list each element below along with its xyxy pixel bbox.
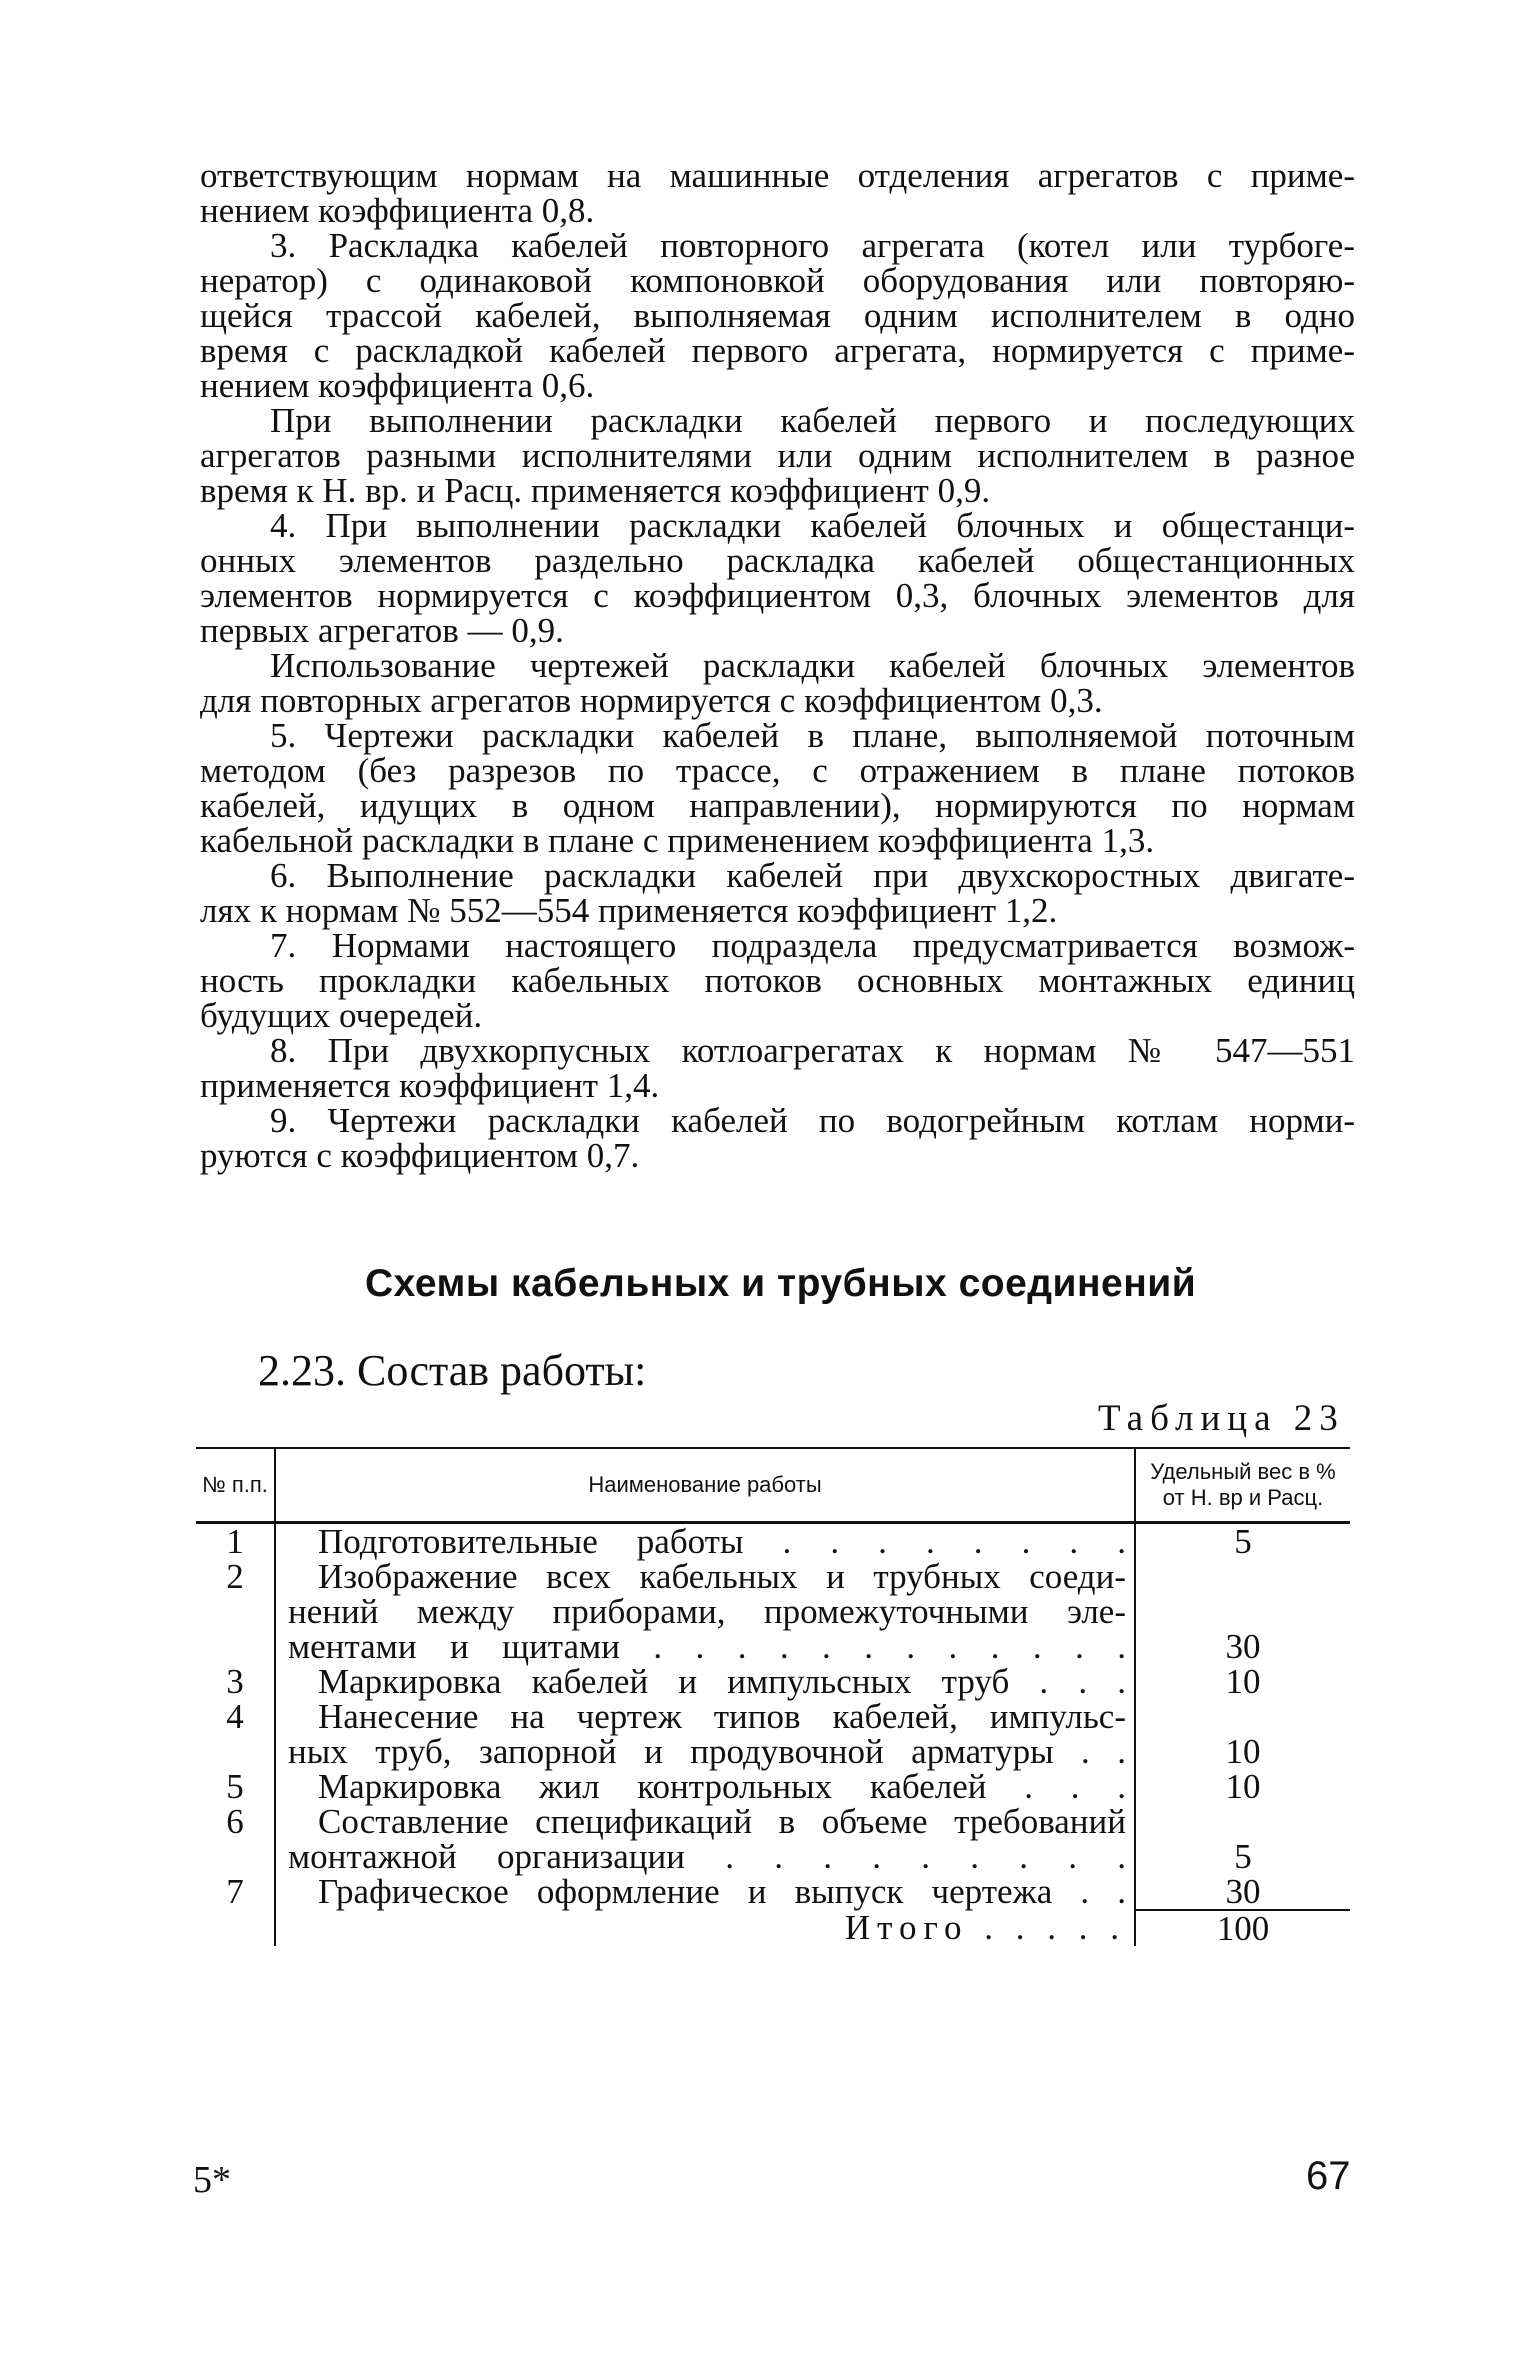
table-row	[196, 1874, 1350, 1910]
text-line: 5. Чертежи раскладки кабелей в плане, выполняемой поточным	[270, 716, 1355, 755]
work-name-line: ных труб, запорной и продувочной арматуры . .	[288, 1732, 1126, 1771]
work-name-line: нений между приборами, промежуточными эле-	[288, 1592, 1126, 1631]
text-line: 6. Выполнение раскладки кабелей при двухскоростных двигате-	[270, 856, 1355, 895]
body-text	[200, 158, 1355, 1173]
paragraph	[200, 403, 1355, 508]
text-line: кабелей, идущих в одном направлении), нормируются по нормам	[200, 786, 1355, 825]
row-number: 6	[196, 1804, 275, 1874]
text-line: первых агрегатов — 0,9.	[200, 611, 564, 650]
text-line: время с раскладкой кабелей первого агрегата, нормируется с приме-	[200, 331, 1355, 370]
text-line: 8. При двухкорпусных котлоагрегатах к нормам № 547—551	[270, 1031, 1355, 1070]
work-name-line: Маркировка кабелей и импульсных труб . . .	[318, 1662, 1126, 1701]
row-number: 7	[196, 1874, 275, 1910]
text-line: для повторных агрегатов нормируется с коэффициентом 0,3.	[200, 681, 1103, 720]
row-number: 1	[196, 1523, 275, 1560]
work-name	[275, 1523, 1135, 1560]
work-name	[275, 1699, 1135, 1769]
text-line: При выполнении раскладки кабелей первого и последующих	[270, 401, 1355, 440]
work-name	[275, 1874, 1135, 1910]
total-label: Итого . . . . .	[844, 1908, 1126, 1947]
table-row	[196, 1699, 1350, 1769]
total-row	[196, 1910, 1350, 1946]
paragraph	[200, 158, 1355, 228]
paragraph	[200, 648, 1355, 718]
header-name: Наименование работы	[275, 1448, 1135, 1523]
work-name-line: Составление спецификаций в объеме требований	[318, 1802, 1126, 1841]
paragraph	[200, 228, 1355, 403]
text-line: нением коэффициента 0,6.	[200, 366, 595, 405]
work-name-line: Графическое оформление и выпуск чертежа . .	[318, 1872, 1126, 1911]
header-weight: Удельный вес в % от Н. вр и Расц.	[1135, 1448, 1350, 1523]
work-name	[275, 1664, 1135, 1699]
work-name	[275, 1769, 1135, 1804]
table-header-row	[196, 1448, 1350, 1523]
total-num-cell	[196, 1910, 275, 1946]
text-line: ность прокладки кабельных потоков основных монтажных единиц	[200, 961, 1355, 1000]
text-line: применяется коэффициент 1,4.	[200, 1066, 660, 1105]
weight-value: 10	[1135, 1769, 1350, 1804]
work-name-line: Маркировка жил контрольных кабелей . . .	[318, 1767, 1126, 1806]
text-line: онных элементов раздельно раскладка кабелей общестанционных	[200, 541, 1355, 580]
paragraph	[200, 858, 1355, 928]
signature-mark: 5*	[193, 2159, 231, 2201]
work-name-line: монтажной организации . . . . . . . . .	[288, 1837, 1126, 1876]
text-line: агрегатов разными исполнителями или одним исполнителем в разное	[200, 436, 1355, 475]
text-line: 9. Чертежи раскладки кабелей по водогрейным котлам норми-	[270, 1101, 1355, 1140]
paragraph	[200, 718, 1355, 858]
text-line: время к Н. вр. и Расц. применяется коэффициент 0,9.	[200, 471, 991, 510]
table-row	[196, 1769, 1350, 1804]
table-row	[196, 1559, 1350, 1664]
work-name	[275, 1559, 1135, 1664]
paragraph	[200, 1033, 1355, 1103]
weight-value: 30	[1135, 1874, 1350, 1910]
text-line: 3. Раскладка кабелей повторного агрегата (котел или турбоге-	[270, 226, 1355, 265]
subsection-title: 2.23. Состав работы:	[258, 1346, 647, 1395]
total-value: 100	[1135, 1910, 1350, 1946]
text-line: щейся трассой кабелей, выполняемая одним исполнителем в одно	[200, 296, 1355, 335]
text-line: руются с коэффициентом 0,7.	[200, 1136, 640, 1175]
row-number: 3	[196, 1664, 275, 1699]
text-line: 4. При выполнении раскладки кабелей блочных и общестанци-	[270, 506, 1355, 545]
paragraph	[200, 508, 1355, 648]
text-line: нератор) с одинаковой компоновкой оборудования или повторяю-	[200, 261, 1355, 300]
weight-value: 10	[1135, 1664, 1350, 1699]
work-name-line: Изображение всех кабельных и трубных соеди-	[318, 1557, 1126, 1596]
text-line: кабельной раскладки в плане с применением коэффициента 1,3.	[200, 821, 1155, 860]
section-heading: Схемы кабельных и трубных соединений	[365, 1262, 1197, 1305]
row-number: 2	[196, 1559, 275, 1664]
header-num: № п.п.	[196, 1448, 275, 1523]
table-row	[196, 1664, 1350, 1699]
text-line: лях к нормам № 552—554 применяется коэффициент 1,2.	[200, 891, 1058, 930]
text-line: будущих очередей.	[200, 996, 483, 1035]
work-name-line: ментами и щитами . . . . . . . . . . . .	[288, 1627, 1126, 1666]
text-line: элементов нормируется с коэффициентом 0,3, блочных элементов для	[200, 576, 1355, 615]
table-row	[196, 1523, 1350, 1560]
row-number: 4	[196, 1699, 275, 1769]
weight-value: 5	[1135, 1523, 1350, 1560]
weight-value: 10	[1135, 1699, 1350, 1769]
work-name	[275, 1804, 1135, 1874]
table-caption: Таблица 23	[1098, 1398, 1345, 1439]
text-line: Использование чертежей раскладки кабелей блочных элементов	[270, 646, 1355, 685]
paragraph	[200, 1103, 1355, 1173]
table-row	[196, 1804, 1350, 1874]
text-line: методом (без разрезов по трассе, с отражением в плане потоков	[200, 751, 1355, 790]
row-number: 5	[196, 1769, 275, 1804]
text-line: 7. Нормами настоящего подраздела предусматривается возмож-	[270, 926, 1355, 965]
work-name-line: Подготовительные работы . . . . . . . .	[318, 1522, 1126, 1561]
weight-value: 30	[1135, 1559, 1350, 1664]
paragraph	[200, 928, 1355, 1033]
text-line: нением коэффициента 0,8.	[200, 191, 595, 230]
work-name-line: Нанесение на чертеж типов кабелей, импульс-	[318, 1697, 1126, 1736]
text-line: ответствующим нормам на машинные отделения агрегатов с приме-	[200, 156, 1355, 195]
work-composition-table	[196, 1447, 1350, 1946]
weight-value: 5	[1135, 1804, 1350, 1874]
page-number: 67	[1306, 2154, 1351, 2198]
